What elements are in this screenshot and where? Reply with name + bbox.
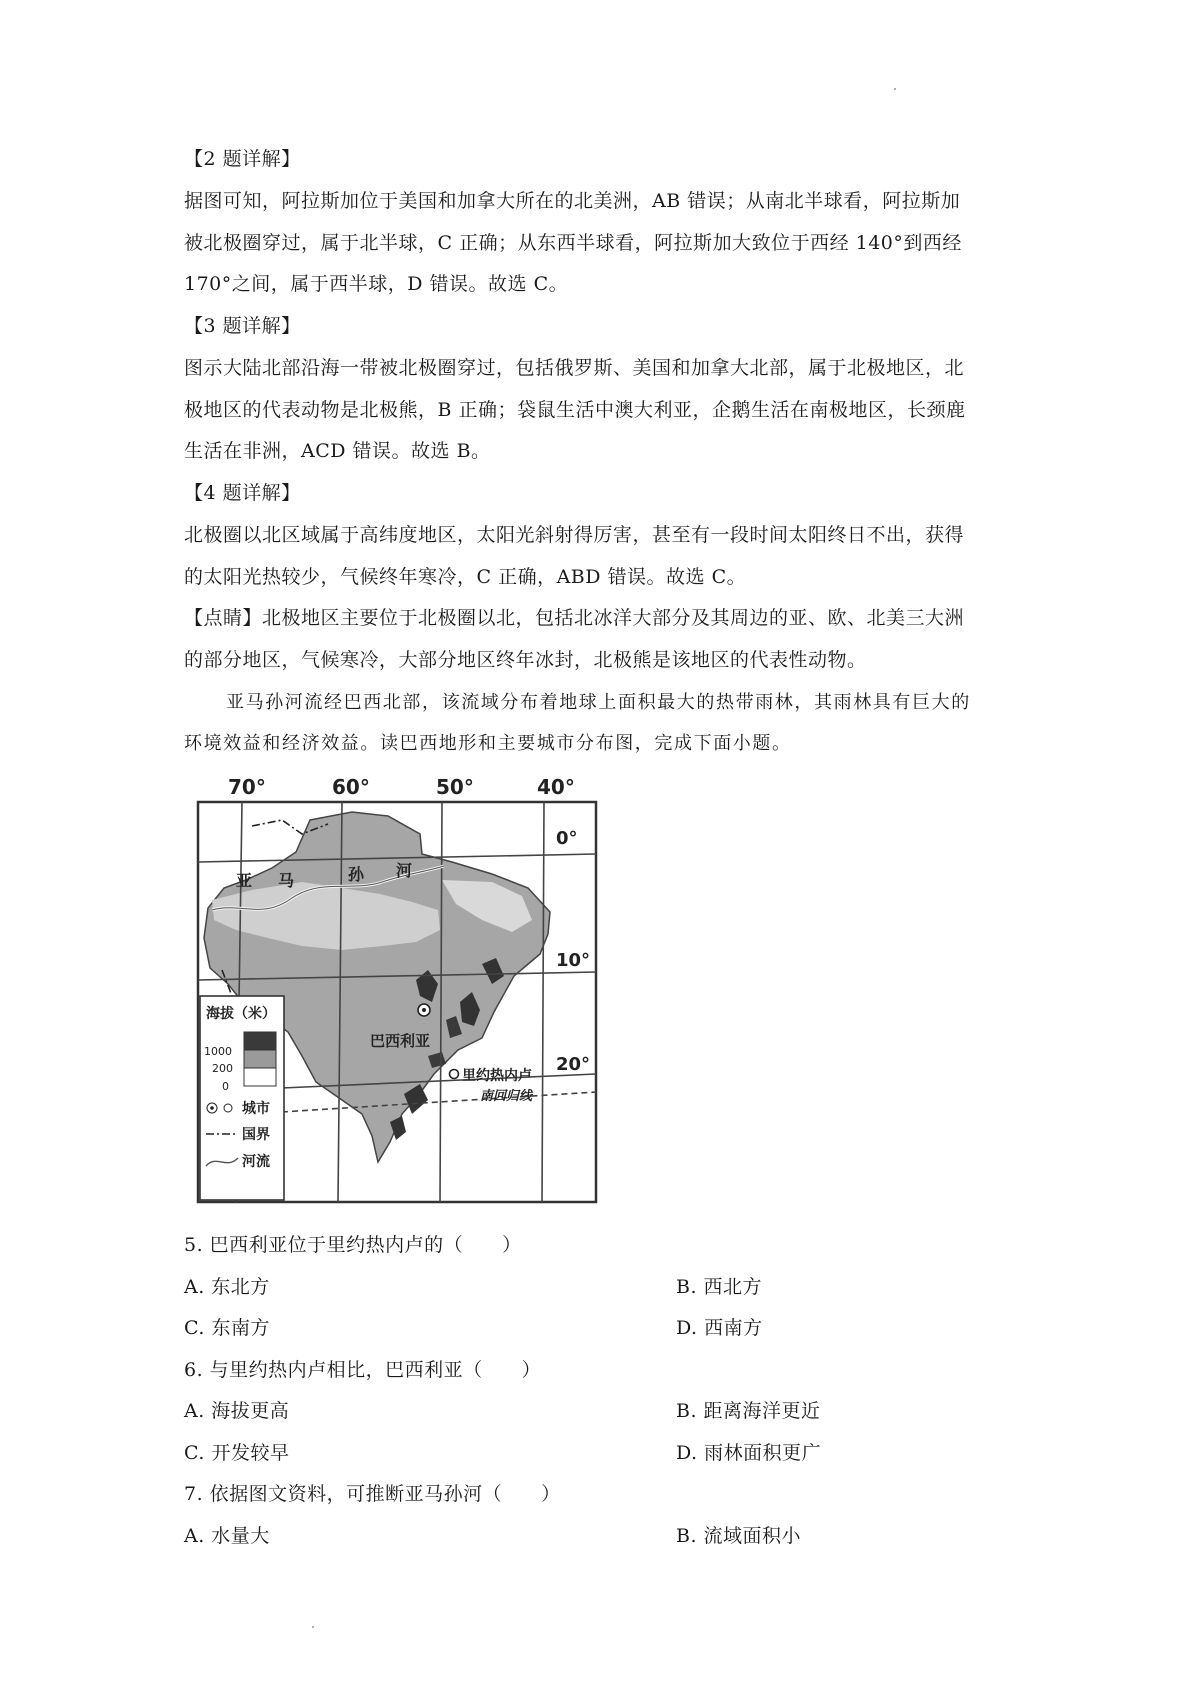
latitude-label-0: 0° — [556, 828, 578, 849]
brazil-topography-map — [192, 770, 640, 1208]
q4-header: 【4 题详解】 — [184, 482, 301, 504]
latitude-label-20: 20° — [556, 1054, 591, 1075]
legend-border-label: 国界 — [242, 1127, 270, 1143]
q3-line-1: 图示大陆北部沿海一带被北极圈穿过，包括俄罗斯、美国和加拿大北部，属于北极地区，北 — [184, 357, 965, 379]
q5-stem: 5. 巴西利亚位于里约热内卢的（ ） — [184, 1234, 522, 1256]
legend-swatch-low — [244, 1068, 276, 1086]
q5-option-d: D. 西南方 — [676, 1317, 763, 1339]
q6-option-a: A. 海拔更高 — [184, 1400, 290, 1422]
tropic-label: 南回归线 — [480, 1089, 533, 1104]
q2-line-2: 被北极圈穿过，属于北半球，C 正确；从东西半球看，阿拉斯加大致位于西经 140°到西经 — [184, 232, 962, 254]
q6-option-d: D. 雨林面积更广 — [676, 1442, 822, 1464]
q3-line-3: 生活在非洲，ACD 错误。故选 B。 — [184, 440, 491, 462]
scan-speck — [894, 88, 896, 90]
tip-line-1: 【点睛】北极地区主要位于北极圈以北，包括北冰洋大部分及其周边的亚、欧、北美三大洲 — [184, 607, 965, 629]
q7-option-b: B. 流域面积小 — [676, 1525, 802, 1547]
q3-line-2: 极地区的代表动物是北极熊，B 正确；袋鼠生活中澳大利亚，企鹅生活在南极地区，长颈鹿 — [184, 399, 966, 421]
river-label-char-4: 河 — [396, 861, 413, 880]
longitude-label-70: 70° — [228, 775, 266, 799]
latitude-label-10: 10° — [556, 950, 591, 971]
q3-header: 【3 题详解】 — [184, 315, 301, 337]
intro-line-1: 亚马孙河流经巴西北部，该流域分布着地球上面积最大的热带雨林，其雨林具有巨大的 — [226, 692, 971, 713]
q6-stem: 6. 与里约热内卢相比，巴西利亚（ ） — [184, 1359, 542, 1381]
q6-option-b: B. 距离海洋更近 — [676, 1400, 821, 1422]
longitude-label-60: 60° — [332, 775, 370, 799]
legend-city-symbol — [224, 1104, 232, 1112]
city-label: 里约热内卢 — [462, 1068, 532, 1084]
q7-option-a: A. 水量大 — [184, 1525, 270, 1547]
q5-option-c: C. 东南方 — [184, 1317, 270, 1339]
legend-elev-1000: 1000 — [204, 1045, 232, 1058]
legend-swatch-high — [244, 1032, 276, 1050]
river-label-char-1: 亚 — [236, 871, 253, 890]
longitude-label-40: 40° — [537, 775, 575, 799]
city-marker — [450, 1070, 459, 1079]
q5-option-a: A. 东北方 — [184, 1276, 270, 1298]
scan-speck — [312, 1626, 314, 1628]
q4-line-1: 北极圈以北区域属于高纬度地区，太阳光斜射得厉害，甚至有一段时间太阳终日不出，获得 — [184, 524, 965, 546]
map-legend — [200, 996, 284, 1200]
legend-river-label: 河流 — [242, 1154, 270, 1170]
legend-title: 海拔（米） — [206, 1006, 276, 1022]
q2-header: 【2 题详解】 — [184, 148, 301, 170]
q4-line-2: 的太阳光热较少，气候终年寒冷，C 正确，ABD 错误。故选 C。 — [184, 566, 747, 588]
intro-line-2: 环境效益和经济效益。读巴西地形和主要城市分布图，完成下面小题。 — [184, 733, 792, 754]
capital-label: 巴西利亚 — [370, 1032, 431, 1050]
longitude-label-50: 50° — [436, 775, 474, 799]
river-label-char-2: 马 — [278, 871, 295, 890]
legend-city-label: 城市 — [242, 1101, 270, 1117]
q6-option-c: C. 开发较早 — [184, 1442, 290, 1464]
legend-elev-200: 200 — [212, 1062, 233, 1075]
river-label-char-3: 孙 — [348, 865, 365, 884]
q2-line-1: 据图可知，阿拉斯加位于美国和加拿大所在的北美洲，AB 错误；从南北半球看，阿拉斯加 — [184, 190, 961, 212]
tip-line-2: 的部分地区，气候寒冷，大部分地区终年冰封，北极熊是该地区的代表性动物。 — [184, 649, 867, 671]
q5-option-b: B. 西北方 — [676, 1276, 763, 1298]
legend-swatch-mid — [244, 1050, 276, 1068]
q7-stem: 7. 依据图文资料，可推断亚马孙河（ ） — [184, 1483, 561, 1505]
legend-elev-0: 0 — [222, 1080, 229, 1093]
q2-line-3: 170°之间，属于西半球，D 错误。故选 C。 — [184, 273, 569, 295]
